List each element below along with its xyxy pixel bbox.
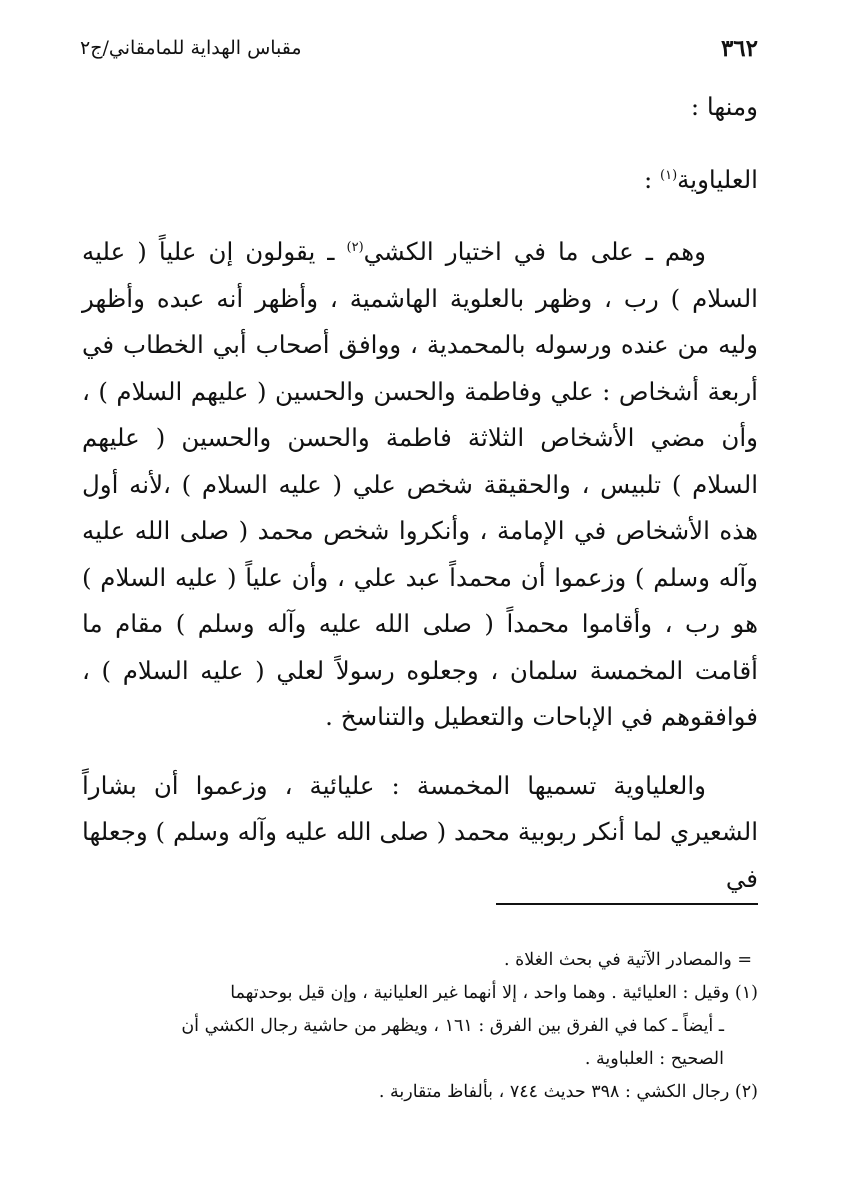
paragraph-2: والعلياوية تسميها المخمسة : عليائية ، وزعموا أن بشاراً الشعيري لما أنكر ربوبية محمد ( صلى الله عليه وآله وسلم ) وجعلها في: [82, 770, 758, 893]
page-number: ٣٦٢: [720, 34, 758, 62]
intro-line: ومنها :: [690, 92, 758, 121]
footnote-divider: [496, 903, 758, 905]
section-title-colon: :: [643, 164, 660, 194]
footnotes: [82, 944, 758, 1109]
running-title: مقباس الهداية للمامقاني/ج٢: [80, 37, 302, 59]
paragraph-1-rest: ـ يقولون إن علياً ( عليه السلام ) رب ، وظهر بالعلوية الهاشمية ، وأظهر أنه عبده وأظهر وليه من عنده ورسوله بالمحمدية ، ووافق أصحاب أبي الخطاب في أربعة أشخاص : علي وفاطمة والحسن والحسين ( عليهم السلام ) ، وأن مضي الأشخاص الثلاثة فاطمة والحسن والحسين ( عليهم السلام ) تلبيس ، والحقيقة شخص علي ( عليه السلام ) ،لأنه أول هذه الأشخاص في الإمامة ، وأنكروا شخص محمد ( صلى الله عليه وآله وسلم ) وزعموا أن محمداً عبد علي ، وأن علياً ( عليه السلام ) هو رب ، وأقاموا محمداً ( صلى الله عليه وآله وسلم ) مقام ما أقامت المخمسة سلمان ، وجعلوه رسولاً لعلي ( عليه السلام ) ، فوافقوهم في الإباحات والتعطيل والتناسخ .: [82, 237, 758, 731]
main-text: [82, 84, 758, 902]
footnote-1-line-3: الصحيح : العلباوية .: [584, 1049, 724, 1069]
paragraph-1-start: وهم ـ على ما في اختيار الكشي: [363, 237, 706, 266]
footnote-ref-1: (١): [660, 167, 678, 183]
section-title: [82, 157, 758, 204]
section-title-text: العلياوية: [677, 164, 758, 194]
footnote-continuation: = والمصادر الآتية في بحث الغلاة .: [503, 950, 752, 970]
footnote-1-line-2: ـ أيضاً ـ كما في الفرق بين الفرق : ١٦١ ، ويظهر من حاشية رجال الكشي أن: [181, 1016, 724, 1036]
footnote-1-line-1: (١) وقيل : العليائية . وهما واحد ، إلا أنهما غير العليانية ، وإن قيل بوحدتهما: [230, 983, 758, 1003]
footnote-2: (٢) رجال الكشي : ٣٩٨ حديث ٧٤٤ ، بألفاظ متقاربة .: [378, 1082, 758, 1102]
paragraph-1: [82, 229, 758, 741]
page-header: [80, 28, 758, 68]
footnote-ref-2: (٢): [346, 239, 364, 255]
